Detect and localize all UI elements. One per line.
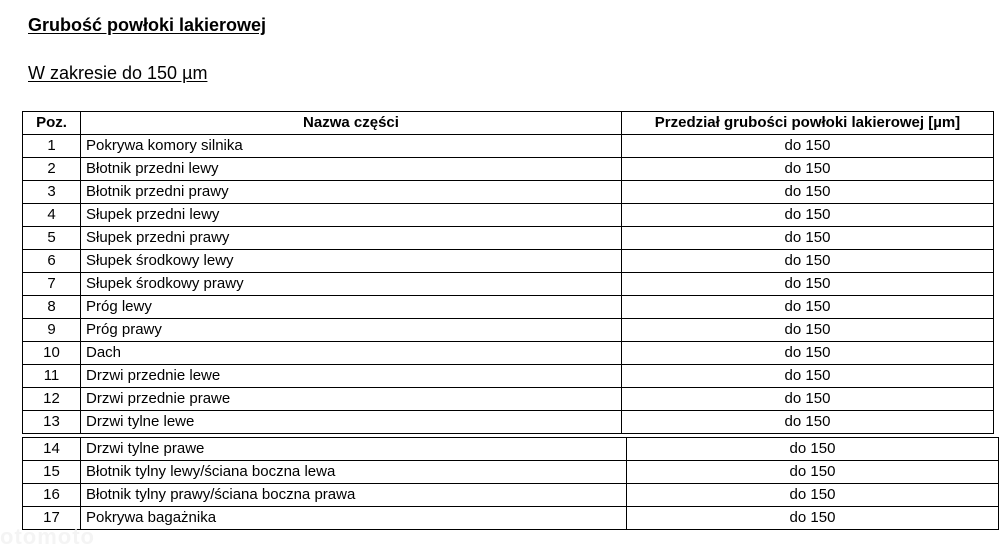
row-thickness-range: do 150: [622, 181, 994, 204]
row-part-name: Próg lewy: [81, 296, 622, 319]
header-part-name: Nazwa części: [81, 112, 622, 135]
row-thickness-range: do 150: [622, 319, 994, 342]
paint-thickness-table-continued: [22, 437, 999, 530]
table-row: [23, 342, 994, 365]
row-part-name: Słupek przedni prawy: [81, 227, 622, 250]
row-part-name: Drzwi tylne prawe: [81, 438, 627, 461]
row-position: 6: [23, 250, 81, 273]
watermark-logo: [0, 524, 95, 550]
document-title: Grubość powłoki lakierowej: [28, 15, 267, 35]
row-part-name: Błotnik przedni prawy: [81, 181, 622, 204]
row-position: 4: [23, 204, 81, 227]
table-row: [23, 135, 994, 158]
row-thickness-range: do 150: [622, 411, 994, 434]
row-position: 11: [23, 365, 81, 388]
row-thickness-range: do 150: [622, 250, 994, 273]
table-row: [23, 181, 994, 204]
row-position: 16: [23, 484, 81, 507]
row-part-name: Próg prawy: [81, 319, 622, 342]
row-position: 1: [23, 135, 81, 158]
table-row: [23, 273, 994, 296]
row-part-name: Drzwi przednie lewe: [81, 365, 622, 388]
document-subtitle: W zakresie do 150 µm: [28, 63, 208, 83]
row-position: 9: [23, 319, 81, 342]
table-row: [23, 411, 994, 434]
header-position: Poz.: [23, 112, 81, 135]
table-row: [23, 296, 994, 319]
table-body-bottom: [23, 438, 999, 530]
table-body-top: [23, 135, 994, 434]
row-position: 12: [23, 388, 81, 411]
table-row: [23, 227, 994, 250]
row-position: 3: [23, 181, 81, 204]
row-position: 17: [23, 507, 81, 530]
row-thickness-range: do 150: [622, 227, 994, 250]
row-part-name: Drzwi tylne lewe: [81, 411, 622, 434]
table-row: [23, 158, 994, 181]
row-position: 15: [23, 461, 81, 484]
row-part-name: Dach: [81, 342, 622, 365]
row-thickness-range: do 150: [627, 438, 999, 461]
paint-thickness-table: [22, 111, 994, 434]
row-position: 8: [23, 296, 81, 319]
row-thickness-range: do 150: [622, 158, 994, 181]
row-part-name: Pokrywa bagażnika: [81, 507, 627, 530]
row-thickness-range: do 150: [622, 204, 994, 227]
row-part-name: Błotnik tylny lewy/ściana boczna lewa: [81, 461, 627, 484]
row-part-name: Słupek środkowy prawy: [81, 273, 622, 296]
row-part-name: Pokrywa komory silnika: [81, 135, 622, 158]
row-thickness-range: do 150: [622, 135, 994, 158]
table-row: [23, 438, 999, 461]
row-part-name: Drzwi przednie prawe: [81, 388, 622, 411]
watermark-text: otomoto: [0, 524, 95, 549]
row-thickness-range: do 150: [622, 273, 994, 296]
table-row: [23, 461, 999, 484]
row-thickness-range: do 150: [622, 342, 994, 365]
table-row: [23, 250, 994, 273]
row-position: 5: [23, 227, 81, 250]
table-row: [23, 507, 999, 530]
table-row: [23, 484, 999, 507]
row-thickness-range: do 150: [627, 507, 999, 530]
row-thickness-range: do 150: [622, 388, 994, 411]
row-part-name: Słupek środkowy lewy: [81, 250, 622, 273]
table-header-row: [23, 112, 994, 135]
row-thickness-range: do 150: [622, 296, 994, 319]
row-position: 7: [23, 273, 81, 296]
table-row: [23, 365, 994, 388]
row-position: 14: [23, 438, 81, 461]
row-position: 2: [23, 158, 81, 181]
row-thickness-range: do 150: [627, 461, 999, 484]
row-position: 10: [23, 342, 81, 365]
table-row: [23, 204, 994, 227]
row-thickness-range: do 150: [622, 365, 994, 388]
row-part-name: Błotnik przedni lewy: [81, 158, 622, 181]
table-row: [23, 388, 994, 411]
header-thickness-range: Przedział grubości powłoki lakierowej [µm]: [622, 112, 994, 135]
row-position: 13: [23, 411, 81, 434]
row-part-name: Słupek przedni lewy: [81, 204, 622, 227]
row-part-name: Błotnik tylny prawy/ściana boczna prawa: [81, 484, 627, 507]
table-row: [23, 319, 994, 342]
row-thickness-range: do 150: [627, 484, 999, 507]
